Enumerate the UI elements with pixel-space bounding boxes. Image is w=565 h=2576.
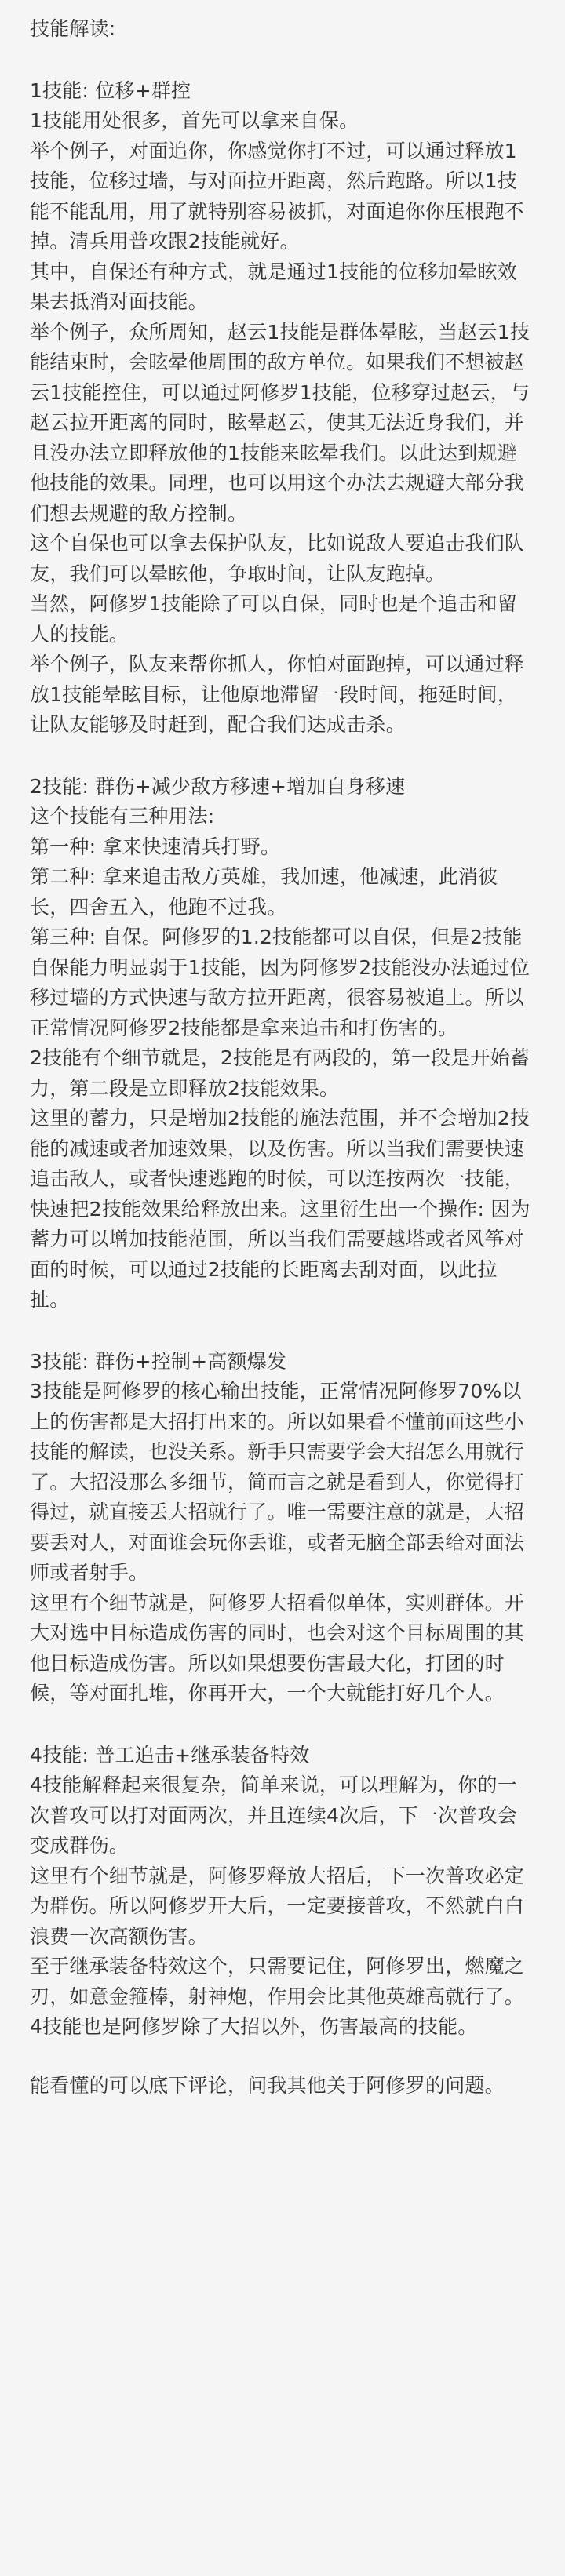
paragraph: 至于继承装备特效这个，只需要记住，阿修罗出，燃魔之刃，如意金箍棒，射神炮，作用会比其他英雄高就行了。 bbox=[30, 1955, 525, 2008]
paragraph: 1技能用处很多，首先可以拿来自保。 bbox=[30, 109, 359, 132]
skill-3-section bbox=[30, 1347, 535, 1709]
skill-3-heading: 3技能: 群伤+控制+高额爆发 bbox=[30, 1349, 287, 1373]
paragraph: 其中，自保还有种方式，就是通过1技能的位移加晕眩效果去抵消对面技能。 bbox=[30, 260, 517, 313]
paragraph: 第一种: 拿来快速清兵打野。 bbox=[30, 835, 281, 858]
paragraph: 这个自保也可以拿去保护队友，比如说敌人要追击我们队友，我们可以晕眩他，争取时间，让队友跑掉。 bbox=[30, 532, 525, 585]
paragraph: 这个技能有三种用法: bbox=[30, 805, 215, 828]
paragraph: 举个例子，众所周知，赵云1技能是群体晕眩，当赵云1技能结束时，会眩晕他周围的敌方单位。如果我们不想被赵云1技能控住，可以通过阿修罗1技能，位移穿过赵云，与赵云拉开距离的同时，眩晕赵云，使其无法近身我们，并且没办法立即释放他的1技能来眩晕我们。以此达到规避他技能的效果。同理，也可以用这个办法去规避大部分我们想去规避的敌方控制。 bbox=[30, 320, 530, 525]
skill-4-heading: 4技能: 普工追击+继承装备特效 bbox=[30, 1743, 310, 1766]
paragraph: 当然，阿修罗1技能除了可以自保，同时也是个追击和留人的技能。 bbox=[30, 592, 517, 646]
article-title: 技能解读: bbox=[30, 17, 116, 40]
paragraph: 举个例子，队友来帮你抓人，你怕对面跑掉，可以通过释放1技能晕眩目标，让他原地滞留一段时间，拖延时间，让队友能够及时赶到，配合我们达成击杀。 bbox=[30, 653, 525, 736]
paragraph: 3技能是阿修罗的核心输出技能，正常情况阿修罗70%以上的伤害都是大招打出来的。所以如果看不懂前面这些小技能的解读，也没关系。新手只需要学会大招怎么用就行了。大招没那么多细节，简而言之就是看到人，你觉得打得过，就直接丢大招就行了。唯一需要注意的就是，大招要丢对人，对面谁会玩你丢谁，或者无脑全部丢给对面法师或者射手。 bbox=[30, 1380, 525, 1584]
paragraph: 2技能有个细节就是，2技能是有两段的，第一段是开始蓄力，第二段是立即释放2技能效果。 bbox=[30, 1046, 530, 1100]
skill-1-heading: 1技能: 位移+群控 bbox=[30, 78, 191, 102]
skill-2-section bbox=[30, 772, 535, 1315]
spacer bbox=[30, 1315, 535, 1347]
paragraph: 4技能也是阿修罗除了大招以外，伤害最高的技能。 bbox=[30, 2015, 478, 2038]
skill-2-heading: 2技能: 群伤+减少敌方移速+增加自身移速 bbox=[30, 774, 406, 798]
paragraph: 这里的蓄力，只是增加2技能的施法范围，并不会增加2技能的减速或者加速效果，以及伤害。所以当我们需要快速追击敌人，或者快速逃跑的时候，可以连按两次一技能，快速把2技能效果给释放出来。这里衍生出一个操作: 因为蓄力可以增加技能范围，所以当我们需要越塔或者风筝对面的时候，可以通过2技能的长距离去刮对面，以此拉扯。 bbox=[30, 1107, 530, 1311]
spacer bbox=[30, 45, 535, 76]
paragraph: 第二种: 拿来追击敌方英雄，我加速，他减速，此消彼长，四舍五入，他跑不过我。 bbox=[30, 865, 498, 919]
paragraph: 这里有个细节就是，阿修罗大招看似单体，实则群体。开大对选中目标造成伤害的同时，也会对这个目标周围的其他目标造成伤害。所以如果想要伤害最大化，打团的时候，等对面扎堆，你再开大，一个大就能打好几个人。 bbox=[30, 1591, 525, 1705]
skill-1-section bbox=[30, 76, 535, 740]
spacer bbox=[30, 740, 535, 772]
closing-note: 能看懂的可以底下评论，问我其他关于阿修罗的问题。 bbox=[30, 2073, 505, 2097]
paragraph: 举个例子，对面追你，你感觉你打不过，可以通过释放1技能，位移过墙，与对面拉开距离，然后跑路。所以1技能不能乱用，用了就特别容易被抓，对面追你你压根跑不掉。清兵用普攻跟2技能就好。 bbox=[30, 139, 525, 253]
skill-4-section bbox=[30, 1741, 535, 2043]
spacer bbox=[30, 1709, 535, 1741]
paragraph: 这里有个细节就是，阿修罗释放大招后，下一次普攻必定为群伤。所以阿修罗开大后，一定要接普攻，不然就白白浪费一次高额伤害。 bbox=[30, 1864, 525, 1948]
paragraph: 第三种: 自保。阿修罗的1.2技能都可以自保，但是2技能自保能力明显弱于1技能，因为阿修罗2技能没办法通过位移过墙的方式快速与敌方拉开距离，很容易被追上。所以正常情况阿修罗2技能都是拿来追击和打伤害的。 bbox=[30, 926, 530, 1039]
spacer bbox=[30, 2043, 535, 2071]
paragraph: 4技能解释起来很复杂，简单来说，可以理解为，你的一次普攻可以打对面两次，并且连续4次后，下一次普攻会变成群伤。 bbox=[30, 1774, 517, 1857]
